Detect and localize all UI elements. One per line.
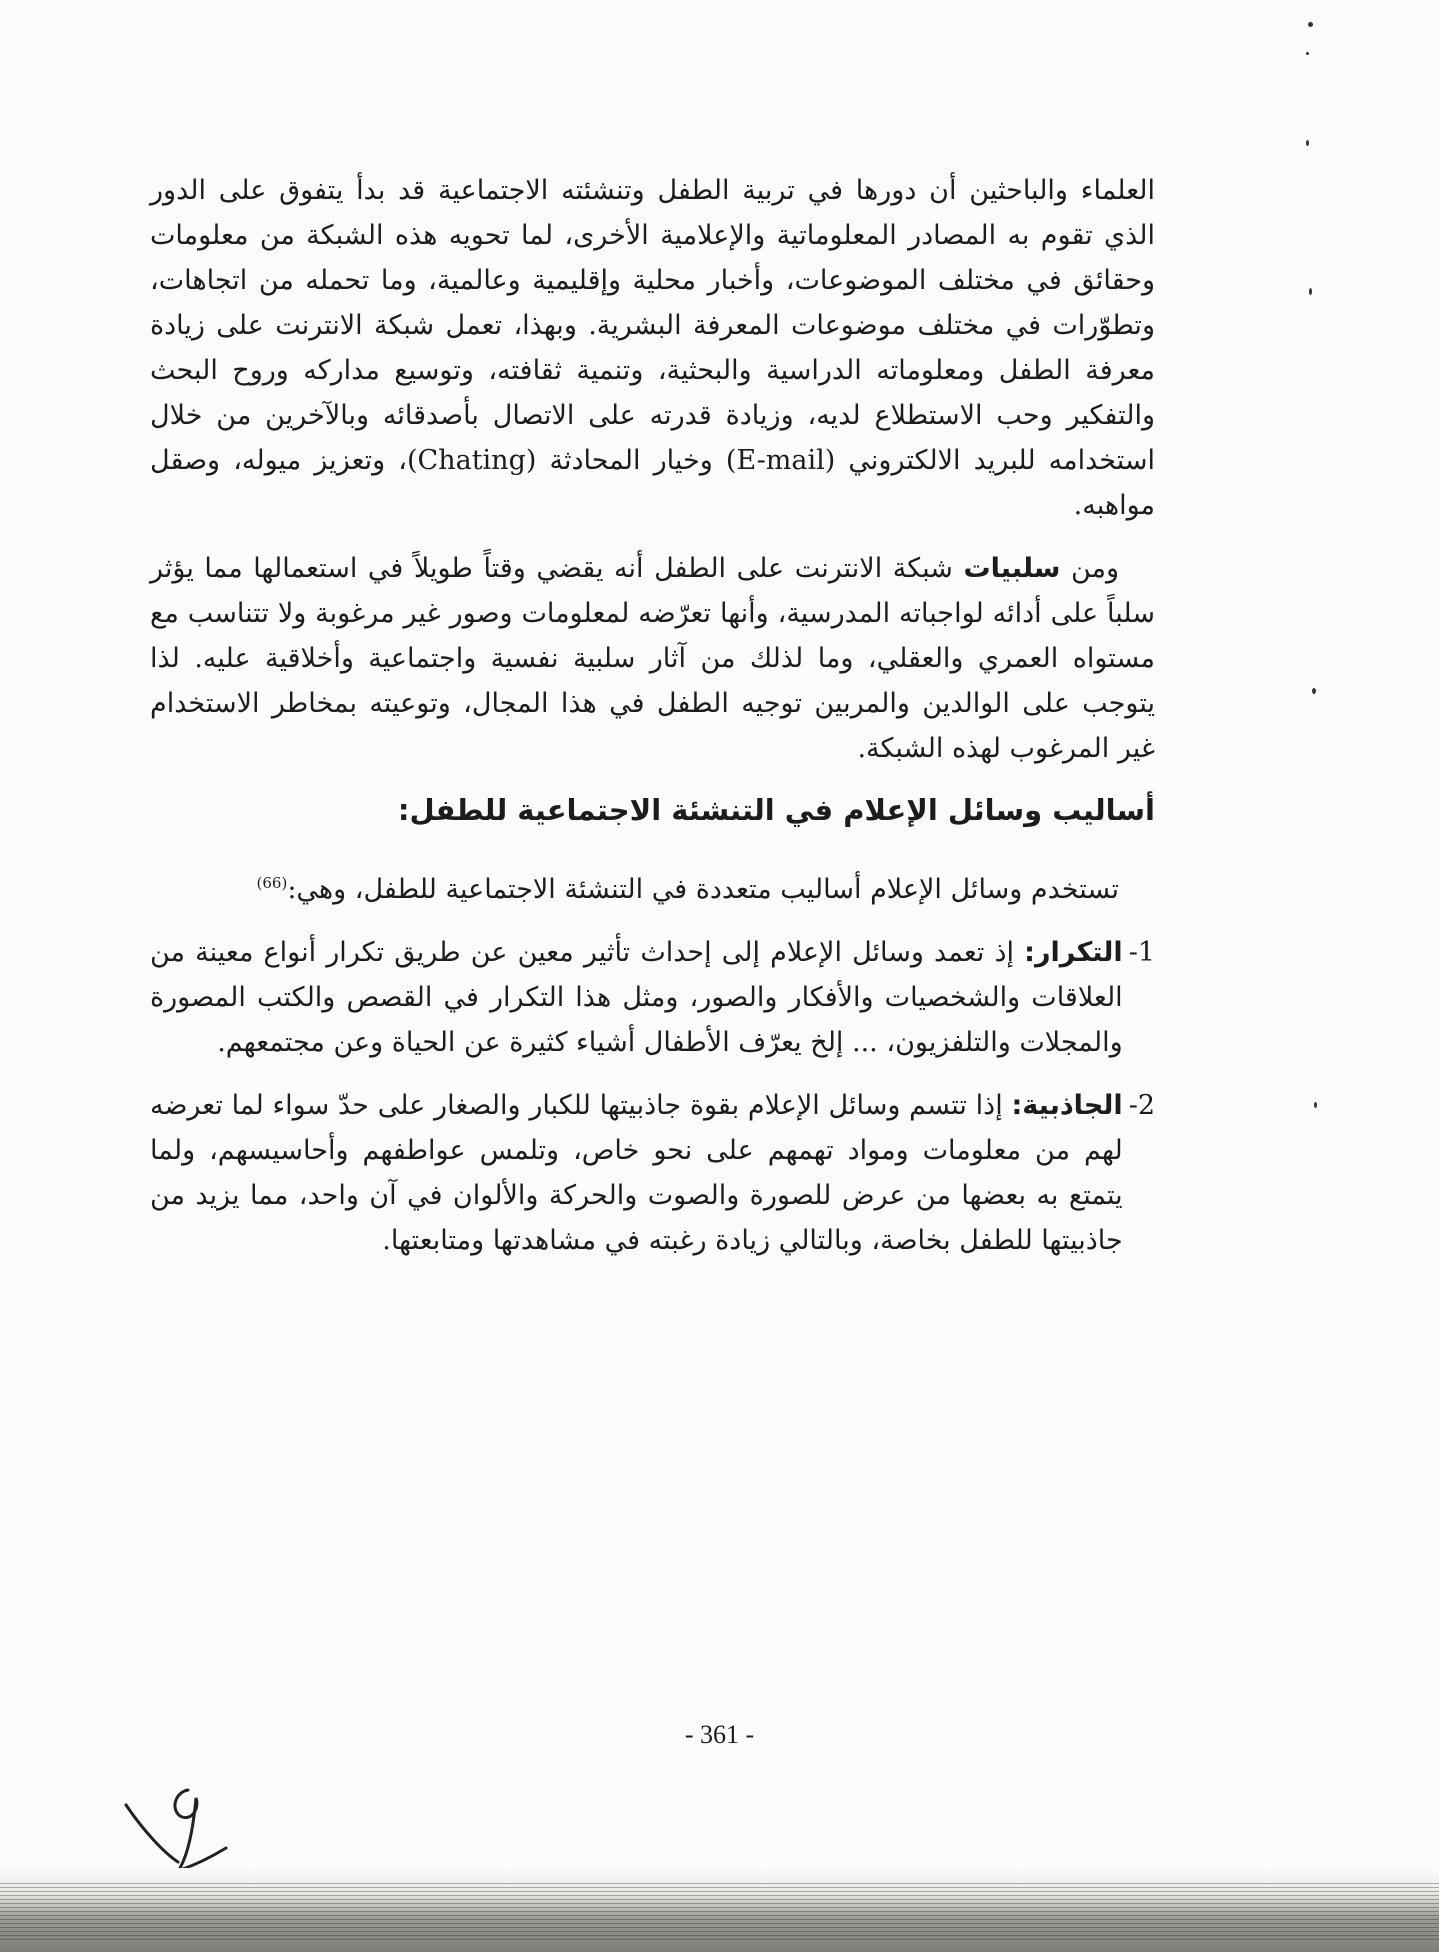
list-text: إذا تتسم وسائل الإعلام بقوة جاذبيتها للكبار والصغار على حدّ سواء لما تعرضه لهم من معلومات ومواد تهمهم على نحو خاص، وتلمس عواطفهم وأحاسيسهم، ولما يتمتع به بعضها من عرض للصورة والصوت والحركة والألوان في آن واحد، مما يزيد من جاذبيتها للطفل بخاصة، وبالتالي زيادة رغبته في مشاهدتها ومتابعتها. [150, 1090, 1123, 1256]
scan-speck [1308, 22, 1313, 27]
handwritten-page-mark [118, 1760, 228, 1880]
list-body [150, 930, 1123, 1065]
list-number: 1- [1128, 937, 1155, 968]
footnote-ref: (66) [256, 874, 288, 892]
paragraph-negatives-start: ومن [1060, 553, 1120, 584]
list-term: التكرار: [1024, 937, 1123, 968]
list-number: 2- [1128, 1090, 1155, 1121]
paragraph-methods-intro [150, 861, 1155, 912]
methods-intro-text: تستخدم وسائل الإعلام أساليب متعددة في التنشئة الاجتماعية للطفل، وهي: [287, 874, 1119, 905]
scan-speck [1306, 52, 1309, 55]
paragraph-internet-benefits: العلماء والباحثين أن دورها في تربية الطفل وتنشئته الاجتماعية قد بدأ يتفوق على الدور الذي تقوم به المصادر المعلوماتية والإعلامية الأخرى، لما تحويه هذه الشبكة من معلومات وحقائق في مختلف الموضوعات، وأخبار محلية وإقليمية وعالمية، وما تحمله من اتجاهات، وتطوّرات في مختلف موضوعات المعرفة البشرية. وبهذا، تعمل شبكة الانترنت على زيادة معرفة الطفل ومعلوماته الدراسية والبحثية، وتنمية ثقافته، وتوسيع مداركه وروح البحث والتفكير وحب الاستطلاع لديه، وزيادة قدرته على الاتصال بأصدقائه وبالآخرين من خلال استخدامه للبريد الالكتروني (E-mail) وخيار المحادثة (Chating)، وتعزيز ميوله، وصقل مواهبه. [150, 175, 1155, 521]
list-text: إذ تعمد وسائل الإعلام إلى إحداث تأثير معين عن طريق تكرار أنواع معينة من العلاقات والشخصيات والأفكار والصور، ومثل هذا التكرار في القصص والكتب المصورة والمجلات والتلفزيون، ... إلخ يعرّف الأطفال أشياء كثيرة عن الحياة وعن مجتمعهم. [150, 937, 1123, 1058]
paragraph-negatives-rest: شبكة الانترنت على الطفل أنه يقضي وقتاً طويلاً في استعمالها مما يؤثر سلباً على أدائه لواجباته المدرسية، وأنها تعرّضه لمعلومات وصور غير مرغوبة ولا تتناسب مع مستواه العمري والعقلي، وما لذلك من آثار سلبية نفسية واجتماعية وأخلاقية عليه. لذا يتوجب على الوالدين والمربين توجيه الطفل في هذا المجال، وتوعيته بمخاطر الاستخدام غير المرغوب لهذه الشبكة. [150, 553, 1155, 764]
scan-speck [1306, 140, 1309, 146]
scan-speck [1312, 688, 1316, 694]
term-negatives: سلبيات [963, 553, 1061, 584]
scan-noise-lines [0, 1880, 1439, 1940]
list-item-attraction [150, 1083, 1155, 1263]
scan-speck [1309, 288, 1312, 295]
list-item-repetition [150, 930, 1155, 1065]
page-number: - 361 - [684, 1720, 755, 1749]
document-page [150, 168, 1155, 1263]
scan-speck [1314, 1102, 1317, 1108]
list-term: الجاذبية: [1011, 1090, 1123, 1121]
list-body [150, 1083, 1123, 1263]
section-heading: أساليب وسائل الإعلام في التنشئة الاجتماعية للطفل: [397, 793, 1155, 827]
paragraph-internet-negatives [150, 546, 1155, 771]
